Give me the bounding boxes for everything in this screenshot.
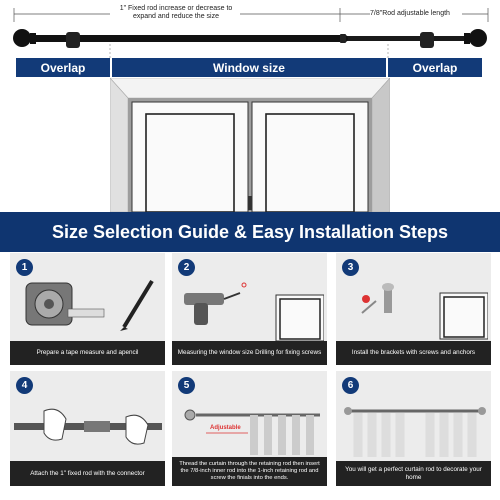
bracket-and-screws-icon [344, 271, 488, 341]
step-caption-1: Prepare a tape measure and apencil [10, 341, 165, 365]
step-number-1: 1 [16, 259, 33, 276]
step-card-6 [336, 371, 491, 486]
step-card-5 [172, 371, 327, 486]
guide-title: Size Selection Guide & Easy Installation Steps [0, 212, 500, 252]
adjustable-note: 7/8"Rod adjustable length [370, 10, 450, 17]
step-card-3 [336, 253, 491, 365]
step-number-4: 4 [16, 377, 33, 394]
step-number-5: 5 [178, 377, 195, 394]
finished-curtain-icon [342, 397, 488, 459]
adjustable-label: Adjustable [210, 425, 241, 431]
top-diagram [0, 0, 500, 212]
fixed-rod-note: 1" Fixed rod increase or decrease to expand and reduce the size [119, 5, 233, 20]
tape-measure-and-pencil-icon [20, 275, 160, 341]
step-caption-6: You will get a perfect curtain rod to decorate your home [336, 461, 491, 486]
step-number-2: 2 [178, 259, 195, 276]
step-caption-3: Install the brackets with screws and anchors [336, 341, 491, 365]
step-number-6: 6 [342, 377, 359, 394]
curtain-rod [0, 20, 500, 60]
overlap-left-label: Overlap [16, 58, 110, 77]
step-card-4 [10, 371, 165, 486]
overlap-right-label: Overlap [388, 58, 482, 77]
step-caption-5: Thread the curtain through the retaining rod then insert the 7/8-inch inner rod into the 1-inch retaining rod and screw the finials into the ends. [172, 457, 327, 486]
step-card-2 [172, 253, 327, 365]
window-illustration [110, 78, 390, 212]
step-number-3: 3 [342, 259, 359, 276]
rod-connector-hands-icon [14, 397, 162, 455]
rod-assembly-curtain-icon [178, 397, 326, 457]
drill-and-window-icon [180, 273, 324, 341]
step-caption-4: Attach the 1" fixed rod with the connector [10, 461, 165, 486]
step-caption-2: Measuring the window size Drilling for fixing screws [172, 341, 327, 365]
step-card-1 [10, 253, 165, 365]
window-size-label: Window size [112, 58, 386, 77]
